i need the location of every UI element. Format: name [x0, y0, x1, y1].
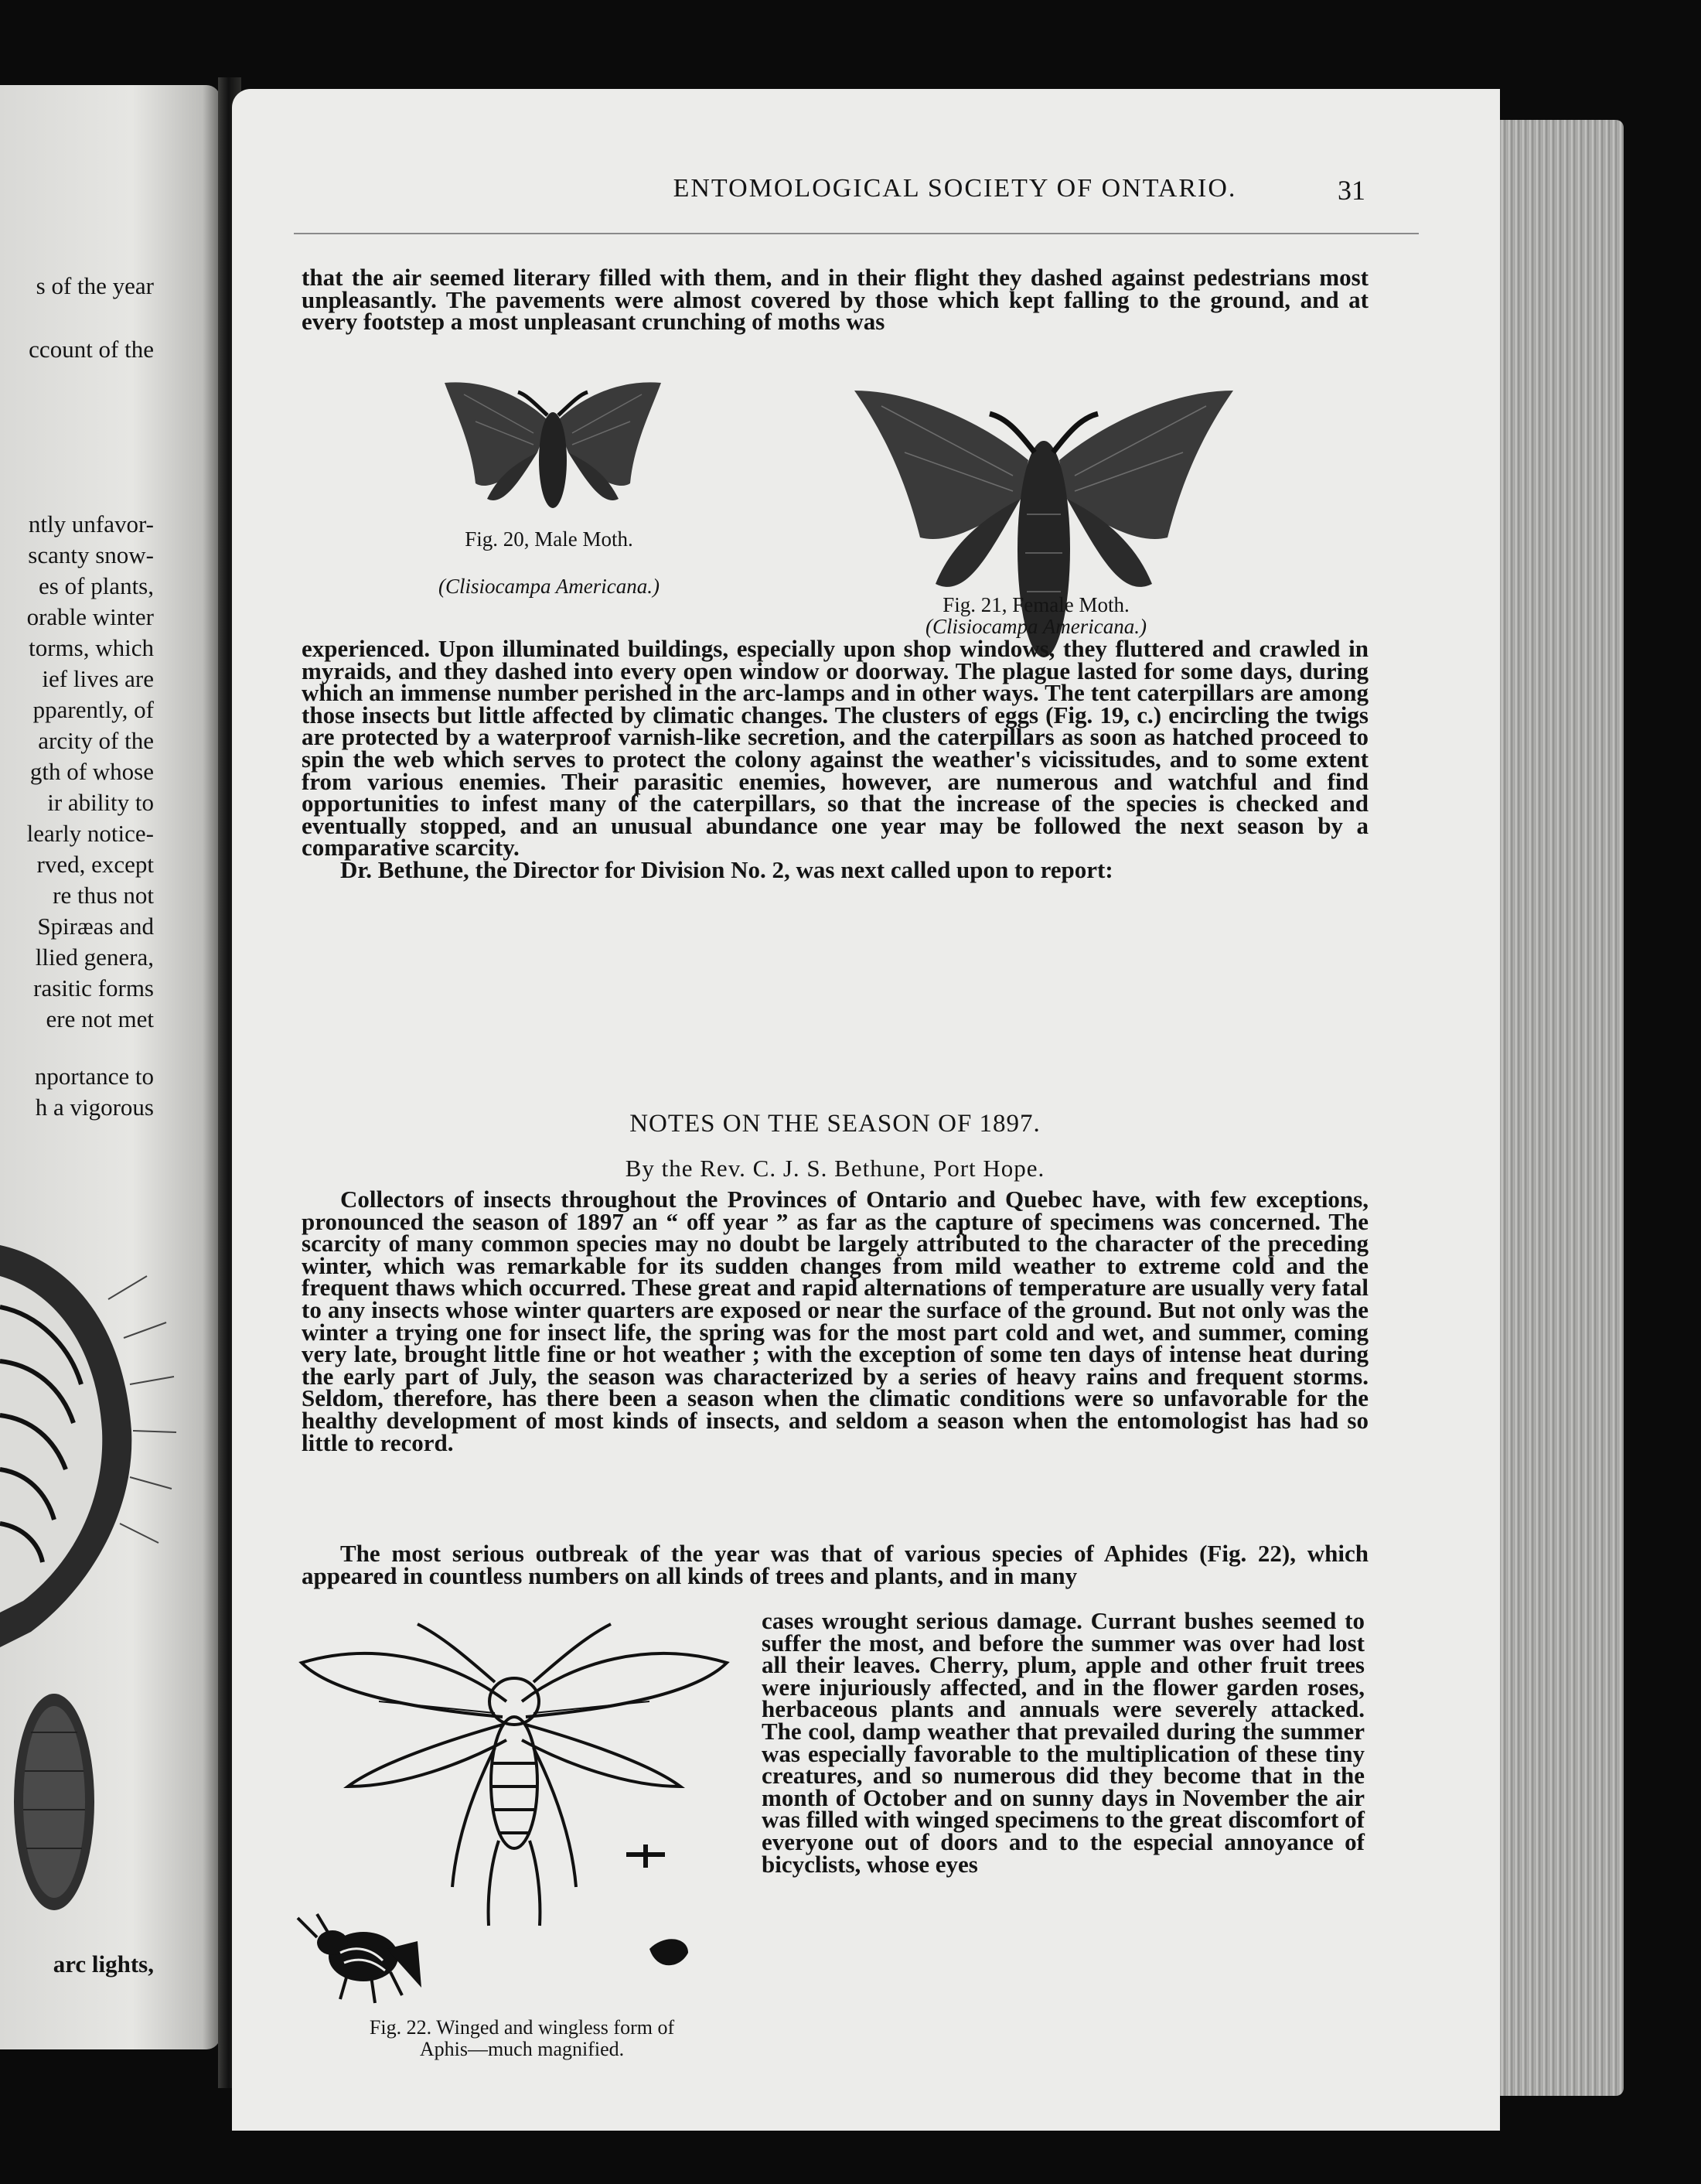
fig22-caption-line2: Aphis—much magnified. — [419, 2038, 625, 2060]
left-page-line: ir ability to — [47, 789, 154, 816]
left-page-line: ntly unfavor- — [28, 510, 154, 537]
left-page-line: ccount of the — [29, 336, 154, 363]
fig21-species: (Clisiocampa Americana.) — [925, 615, 1147, 638]
left-page-line: scanty snow- — [28, 541, 154, 568]
paragraph-4-full-width: The most serious outbreak of the year was that of various species of Aphides (Fig. 22), which appeared in countless numbers on all kinds of trees and plants, and in many — [302, 1540, 1369, 1589]
header-rule — [294, 233, 1419, 234]
intro-text: that the air seemed literary filled with them, and in their flight they dashed against pedestrians most unpleasantly. The pavements were almost covered by those which kept falling to the ground, and at every footstep a most unpleasant crunching of moths was — [302, 264, 1369, 336]
aphides-paragraph — [302, 1540, 1369, 1589]
left-page-line: torms, which — [29, 634, 154, 661]
left-page-line: rasitic forms — [33, 974, 154, 1002]
left-page-line: ere not met — [46, 1005, 154, 1032]
season-paragraph — [302, 1186, 1369, 1456]
caterpillar-illustration — [0, 1230, 178, 2003]
byline: By the Rev. C. J. S. Bethune, Port Hope. — [625, 1155, 1045, 1182]
intro-paragraph — [302, 264, 1369, 336]
left-page-line: arc lights, — [53, 1950, 154, 1978]
left-page-line: nportance to — [34, 1063, 154, 1090]
running-head: ENTOMOLOGICAL SOCIETY OF ONTARIO. — [673, 174, 1237, 203]
right-page — [232, 89, 1500, 2131]
left-page-line: ief lives are — [42, 665, 154, 692]
paragraph-4-column: cases wrought serious damage. Currant bushes seemed to suffer the most, and before the summer was over had lost all their leaves. Cherry, plum, apple and other fruit trees were injuriously affected, and in the flower garden roses, herbaceous plants and annuals were severely attacked. The cool, damp weather that prevailed during the summer was especially favorable to the multiplication of these tiny creatures, and so numerous did they become that in the month of October and on sunny days in November the air was filled with winged specimens to the great discomfort of everyone out of doors and to the especial annoyance of bicyclists, whose eyes — [762, 1607, 1365, 1878]
left-page-line: h a vigorous — [35, 1094, 154, 1121]
fig20-caption: Fig. 20, Male Moth. — [465, 527, 633, 551]
aphides-column-paragraph — [762, 1607, 1365, 1878]
fig20-species: (Clisiocampa Americana.) — [438, 575, 660, 598]
left-page-line: s of the year — [36, 272, 154, 299]
left-page-line: orable winter — [26, 603, 154, 630]
paragraph-2: Dr. Bethune, the Director for Division No. 2, was next called upon to report: — [340, 855, 1113, 883]
aphis-figure — [286, 1609, 742, 2011]
left-page-line: arcity of the — [38, 727, 154, 754]
page-number: 31 — [1338, 175, 1365, 206]
left-page-line: pparently, of — [32, 696, 154, 723]
left-page-line: Spiræas and — [37, 913, 154, 940]
paragraph-tent-caterpillars — [302, 635, 1369, 883]
left-page-line: gth of whose — [29, 758, 154, 785]
section-title: NOTES ON THE SEASON OF 1897. — [629, 1110, 1041, 1138]
left-page-line: llied genera, — [35, 944, 154, 971]
paragraph-3: Collectors of insects throughout the Provinces of Ontario and Quebec have, with few exceptions, pronounced the season of 1897 an “ off year ” as far as the capture of specimens was concerned. The scarcity of many common species may no doubt be largely attributed to the character of the preceding winter, which was remarkable for its sudden changes from mild weather to extreme cold and the frequent thaws which occurred. These great and rapid alternations of temperature are usually very fatal to any insects whose winter quarters are exposed or near the surface of the ground. But not only was the winter a trying one for insect life, the spring was for the most part cold and wet, and summer, coming very late, brought little fine or hot weather ; with the exception of some ten days of intense heat during the early part of July, the season was characterized by a series of heavy rains and frequent storms. Seldom, therefore, has there been a season when the climatic conditions were so unfavorable for the healthy development of most kinds of insects, and seldom a season when the entomologist has had so little to record. — [302, 1186, 1369, 1456]
fig21-caption: Fig. 21, Female Moth. — [943, 593, 1130, 616]
male-moth-figure — [441, 375, 665, 522]
left-page-line: learly notice- — [26, 820, 154, 847]
fig22-caption-line1: Fig. 22. Winged and wingless form of — [369, 2016, 675, 2039]
left-page-line: es of plants, — [39, 572, 154, 599]
left-facing-page — [0, 85, 220, 2049]
left-page-line: re thus not — [53, 882, 154, 909]
fig20-species-wrap — [398, 575, 700, 599]
paragraph-1: experienced. Upon illuminated buildings, especially upon shop windows, they fluttered and crawled in myraids, and they dashed into every open window or doorway. The plague lasted for some days, during which an immense number perished in the arc-lamps and in other ways. The tent caterpillars are among those insects but little affected by climatic changes. The clusters of eggs (Fig. 19, c.) encircling the twigs are protected by a waterproof varnish-like secretion, and the caterpillars as soon as hatched proceed to spin the web which serves to protect the colony against the weather's vicissitudes, and to some extent from various enemies. Their parasitic enemies, however, are numerous and watchful and find opportunities to infest many of the caterpillars, so that the increase of the species is checked and eventually stopped, and an unusual abundance one year may be followed the next season by a comparative scarcity. — [302, 635, 1369, 862]
left-page-line: rved, except — [36, 851, 154, 878]
